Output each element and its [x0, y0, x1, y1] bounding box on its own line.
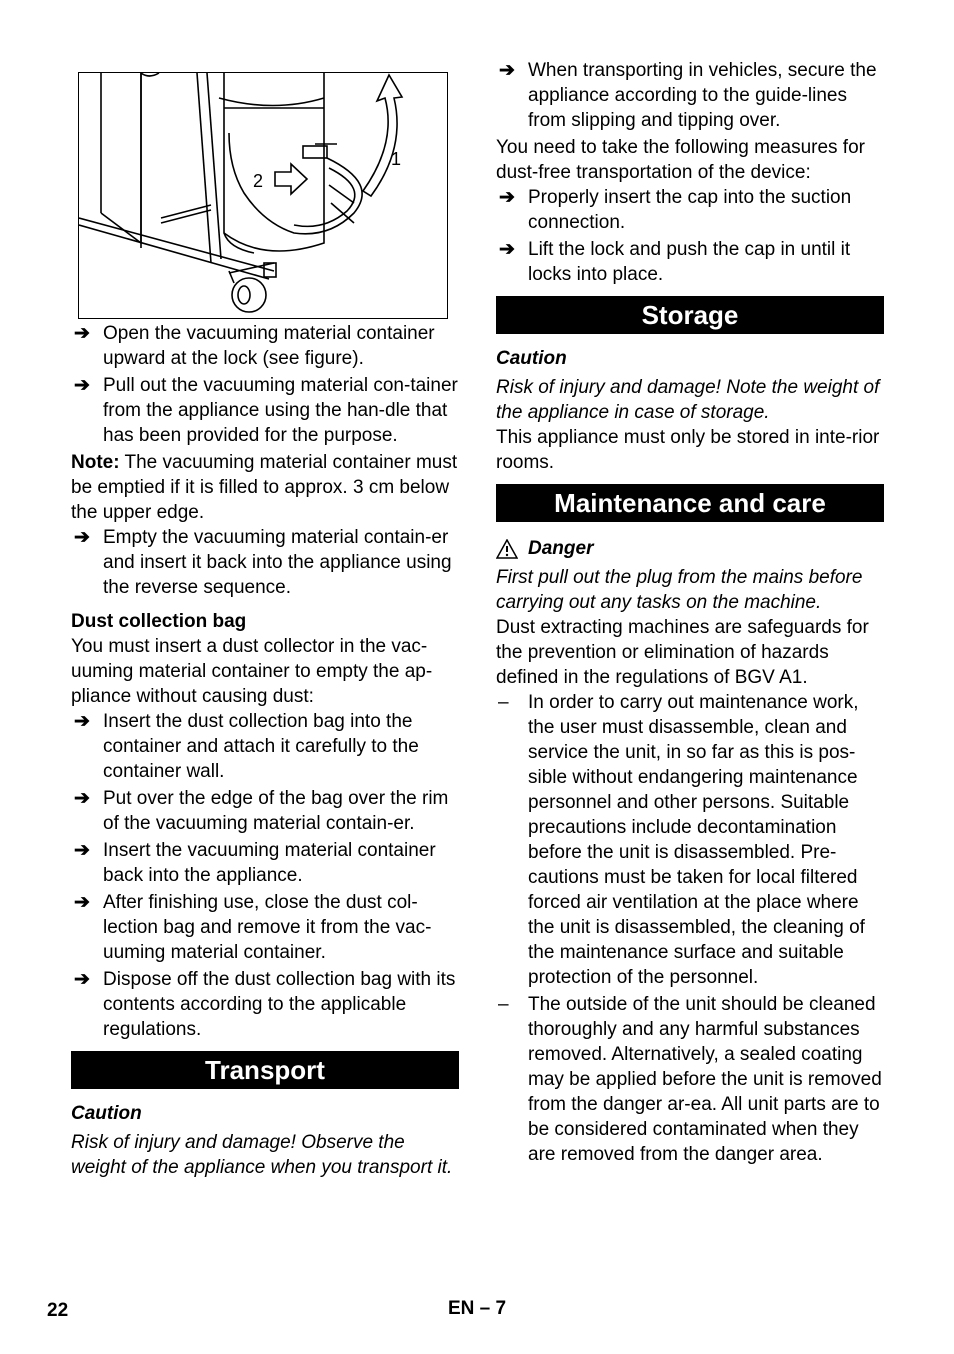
note-label: Note:	[71, 452, 120, 473]
arrow-right-icon: ➔	[74, 711, 90, 732]
transport-heading: Transport	[71, 1051, 459, 1089]
list-item: ➔ Lift the lock and push the cap in until it locks into place.	[499, 239, 851, 285]
list-item: ➔ Put over the edge of the bag over the rim of the vacuuming material contain-er.	[74, 788, 449, 834]
danger-label: Danger	[528, 538, 594, 559]
callout-2: 2	[253, 171, 264, 191]
dash-bullet: –	[498, 692, 509, 713]
measures-intro: You need to take the following measures for dust-free transportation of the device:	[496, 137, 865, 183]
dust-bag-intro: You must insert a dust collector in the vac-uuming material container to empty the ap-pliance without causing dust:	[71, 636, 433, 707]
arrow-right-icon: ➔	[74, 375, 90, 396]
danger-text: First pull out the plug from the mains before carrying out any tasks on the machine.	[496, 567, 863, 613]
page-number: 22	[47, 1300, 69, 1321]
danger-heading	[496, 536, 884, 561]
arrow-right-icon: ➔	[74, 892, 90, 913]
transport-caution-label: Caution	[71, 1103, 142, 1124]
container-removal-figure	[78, 72, 448, 319]
appliance-illustration	[79, 73, 446, 317]
list-item: ➔ Insert the vacuuming material container back into the appliance.	[74, 840, 436, 886]
dust-bag-steps	[71, 709, 459, 1042]
right-column	[496, 58, 884, 1169]
arrow-right-icon: ➔	[74, 527, 90, 548]
arrow-right-icon: ➔	[74, 323, 90, 344]
list-item: ➔ Empty the vacuuming material contain-er and insert it back into the appliance using the reverse sequence.	[74, 527, 452, 598]
dash-bullet: –	[498, 994, 509, 1015]
list-item: ➔ Properly insert the cap into the suction connection.	[499, 187, 852, 233]
removal-steps	[71, 321, 459, 448]
warning-triangle-icon	[496, 539, 518, 559]
list-item: ➔ Open the vacuuming material container upward at the lock (see figure).	[74, 323, 435, 369]
storage-text: This appliance must only be stored in inte-rior rooms.	[496, 427, 880, 473]
left-column	[71, 58, 459, 1180]
maintenance-heading: Maintenance and care	[496, 484, 884, 522]
storage-caution-label: Caution	[496, 348, 567, 369]
note-paragraph	[71, 450, 459, 525]
list-item: ➔ Insert the dust collection bag into the container and attach it carefully to the container wall.	[74, 711, 419, 782]
transport-caution-text: Risk of injury and damage! Observe the weight of the appliance when you transport it.	[71, 1132, 453, 1178]
arrow-right-icon: ➔	[74, 788, 90, 809]
list-item: – The outside of the unit should be cleaned thoroughly and any harmful substances removed. Alternatively, a sealed coating may be applied before the unit is removed from the danger ar-ea. All unit parts are to be considered contaminated when they are removed from the danger area.	[498, 994, 882, 1165]
arrow-right-icon: ➔	[499, 60, 515, 81]
callout-1: 1	[391, 149, 402, 169]
note-text: The vacuuming material container must be emptied if it is filled to approx. 3 cm below the upper edge.	[71, 452, 458, 523]
list-item: – In order to carry out maintenance work, the user must disassemble, clean and service the unit, in so far as this is pos-sible without endangering maintenance personnel and other persons. Suitable precautions include decontamination before the unit is disassembled. Pre-cautions must be taken for local filtered forced air ventilation at the place where the unit is disassembled, the cleaning of the maintenance surface and suitable protection of the personnel.	[498, 692, 865, 988]
storage-caution-text: Risk of injury and damage! Note the weight of the appliance in case of storage.	[496, 377, 880, 423]
list-item: ➔ After finishing use, close the dust col-lection bag and remove it from the vac-uuming material container.	[74, 892, 432, 963]
arrow-right-icon: ➔	[499, 239, 515, 260]
list-item: ➔ Pull out the vacuuming material con-tainer from the appliance using the han-dle that has been provided for the purpose.	[74, 375, 458, 446]
arrow-right-icon: ➔	[74, 969, 90, 990]
dust-bag-heading: Dust collection bag	[71, 611, 247, 632]
arrow-right-icon: ➔	[74, 840, 90, 861]
arrow-right-icon: ➔	[499, 187, 515, 208]
maintenance-intro: Dust extracting machines are safeguards for the prevention or elimination of hazards defined in the regulations of BGV A1.	[496, 617, 869, 688]
list-item: ➔ When transporting in vehicles, secure the appliance according to the guide-lines from slipping and tipping over.	[499, 60, 877, 131]
storage-heading: Storage	[496, 296, 884, 334]
footer-language-page: EN – 7	[448, 1298, 507, 1319]
list-item: ➔ Dispose off the dust collection bag with its contents according to the applicable regulations.	[74, 969, 456, 1040]
